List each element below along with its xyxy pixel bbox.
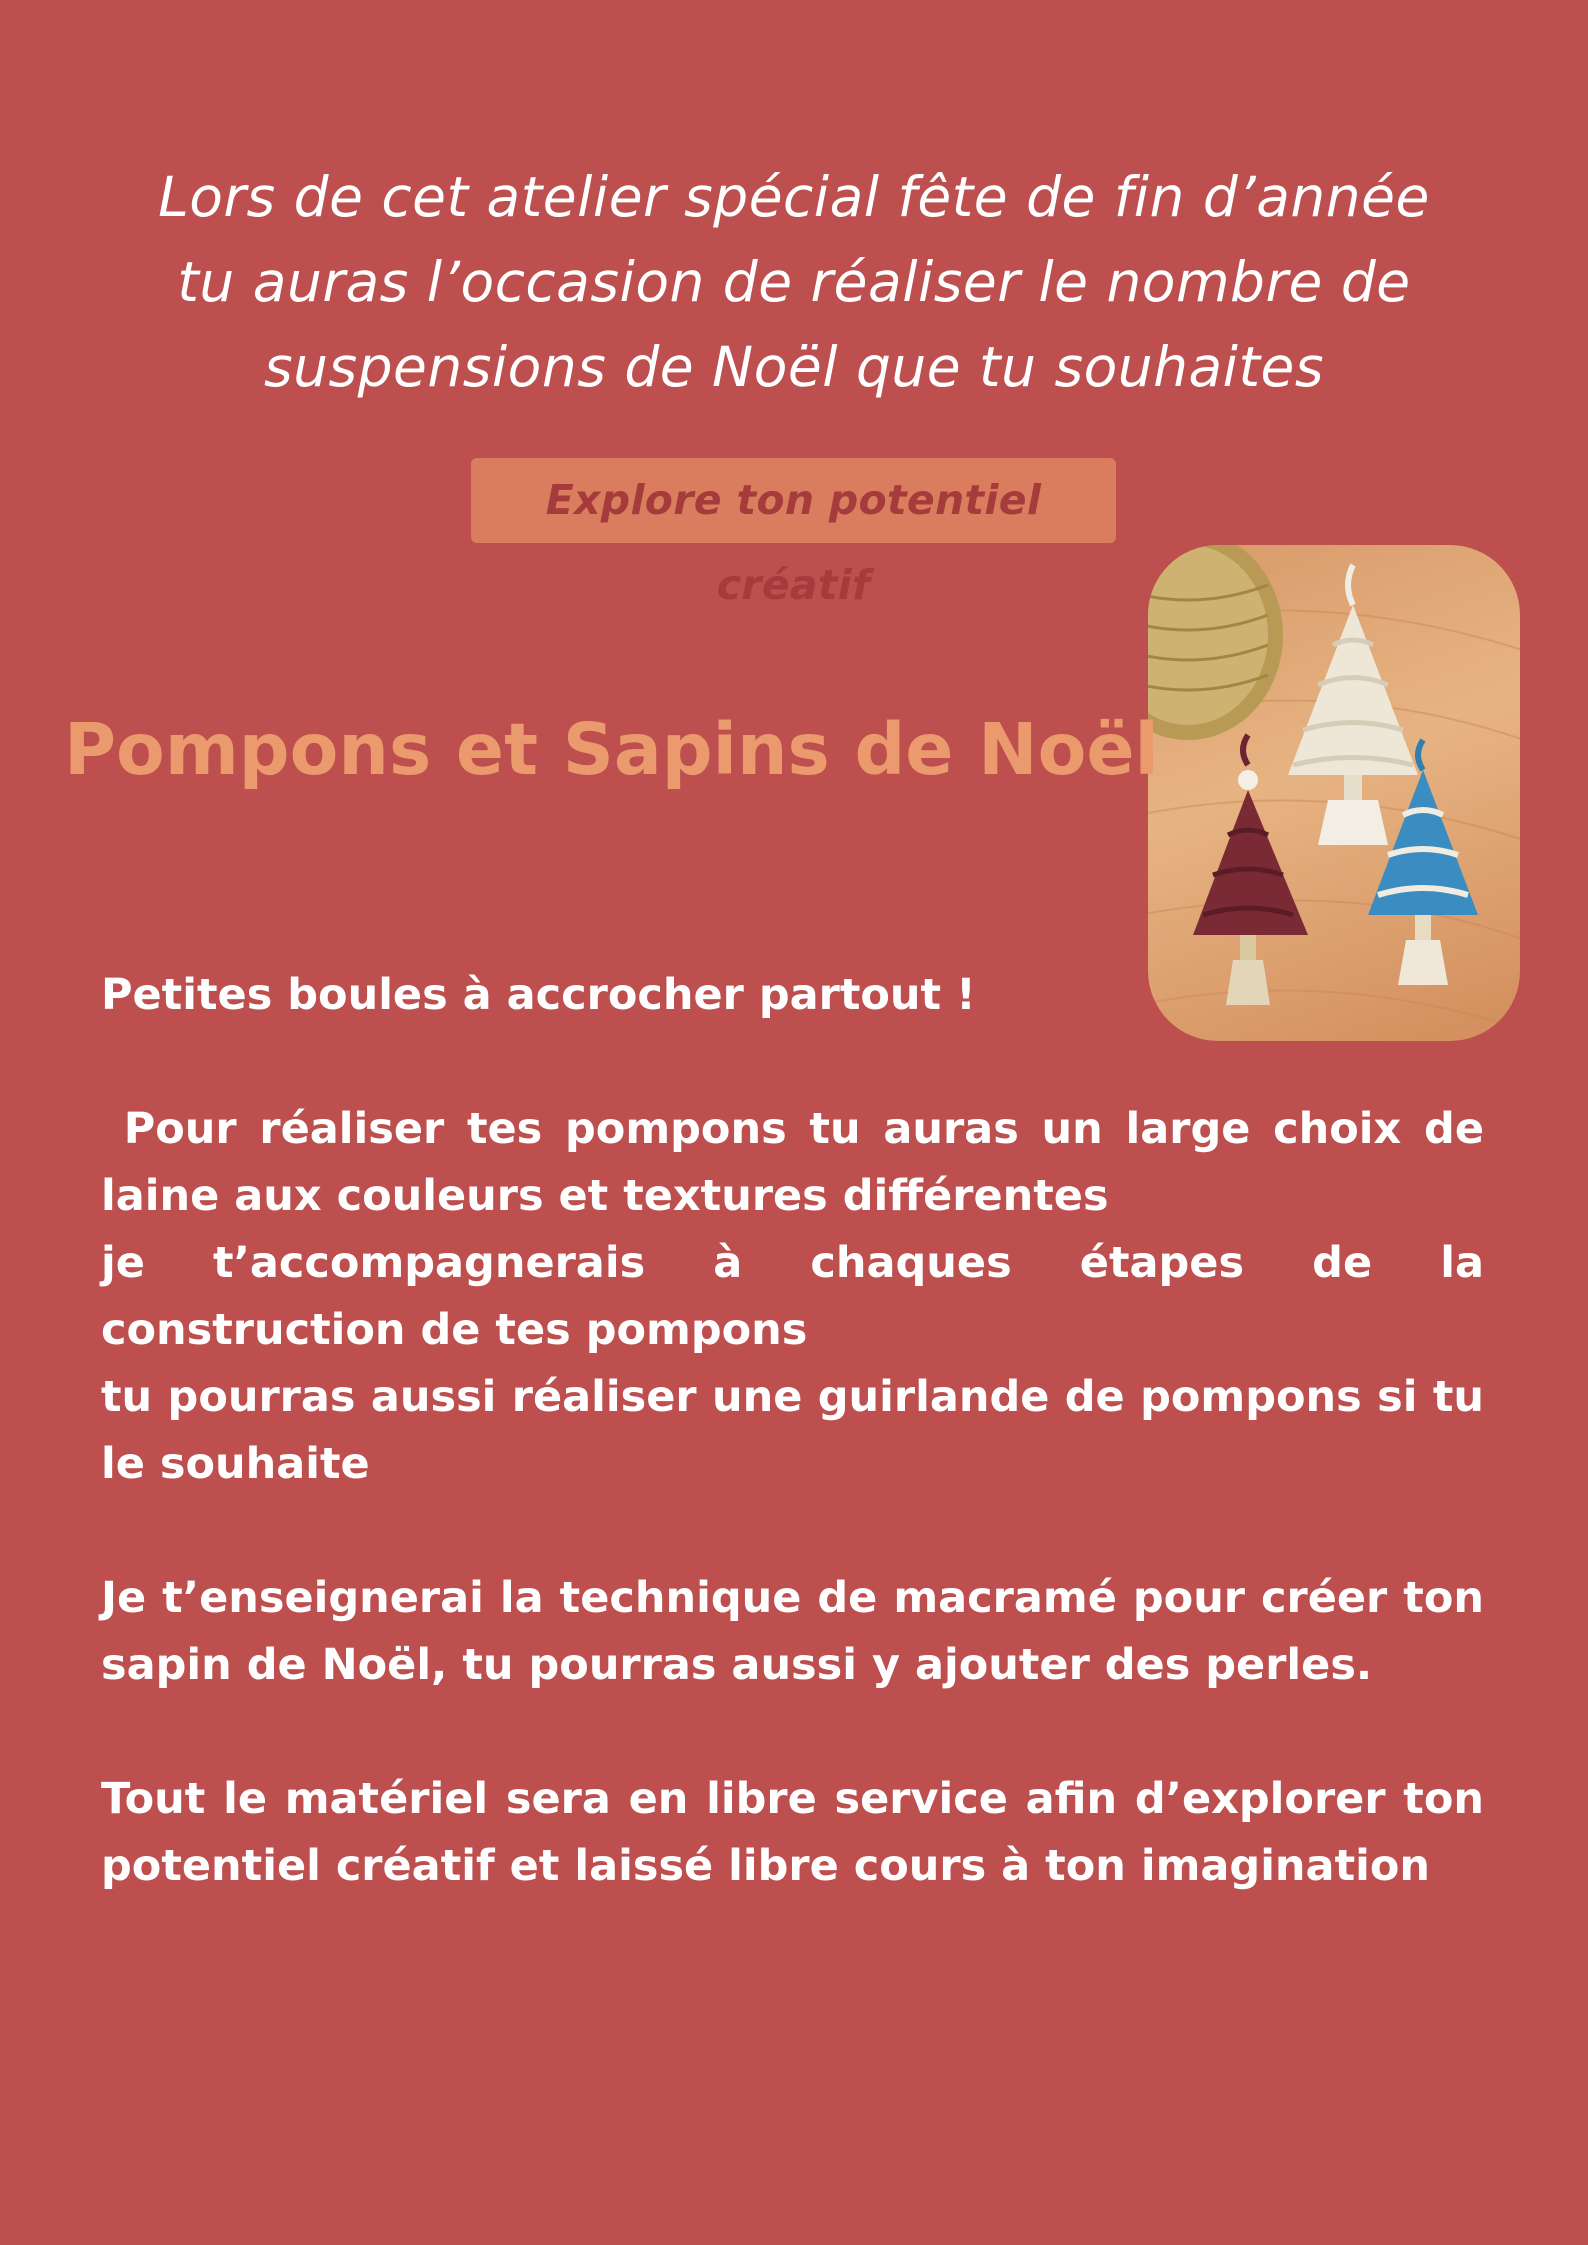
intro-line-3: suspensions de Noël que tu souhaites <box>263 335 1325 399</box>
intro-line-2: tu auras l’occasion de réaliser le nombre de <box>177 250 1411 314</box>
intro-line-1: Lors de cet atelier spécial fête de fin d’année <box>158 165 1430 229</box>
paragraph-tagline: Petites boules à accrocher partout ! <box>101 970 976 1020</box>
paragraph-pompons-choice <box>101 1096 1484 1230</box>
blue-macrame-tree <box>1368 740 1478 985</box>
description-body <box>101 962 1484 1900</box>
gold-yarn-spool <box>1148 545 1283 740</box>
paragraph-garland: tu pourras aussi réaliser une guirlande de pompons si tu le souhaite <box>101 1372 1484 1489</box>
creative-potential-badge[interactable]: Explore ton potentiel créatif <box>471 458 1116 543</box>
intro-text <box>0 155 1588 410</box>
paragraph-accompaniment: je t’accompagnerais à chaques étapes de la construction de tes pompons <box>101 1238 1484 1355</box>
paragraph-pompons-choice-text: Pour réaliser tes pompons tu auras un large choix de laine aux couleurs et textures différentes <box>101 1104 1484 1221</box>
page-title: Pompons et Sapins de Noël <box>64 708 1159 791</box>
white-macrame-tree <box>1288 565 1418 845</box>
paragraph-macrame: Je t’enseignerai la technique de macramé pour créer ton sapin de Noël, tu pourras aussi y ajouter des perles. <box>101 1573 1484 1690</box>
paragraph-materials: Tout le matériel sera en libre service afin d’explorer ton potentiel créatif et laissé libre cours à ton imagination <box>101 1774 1484 1891</box>
